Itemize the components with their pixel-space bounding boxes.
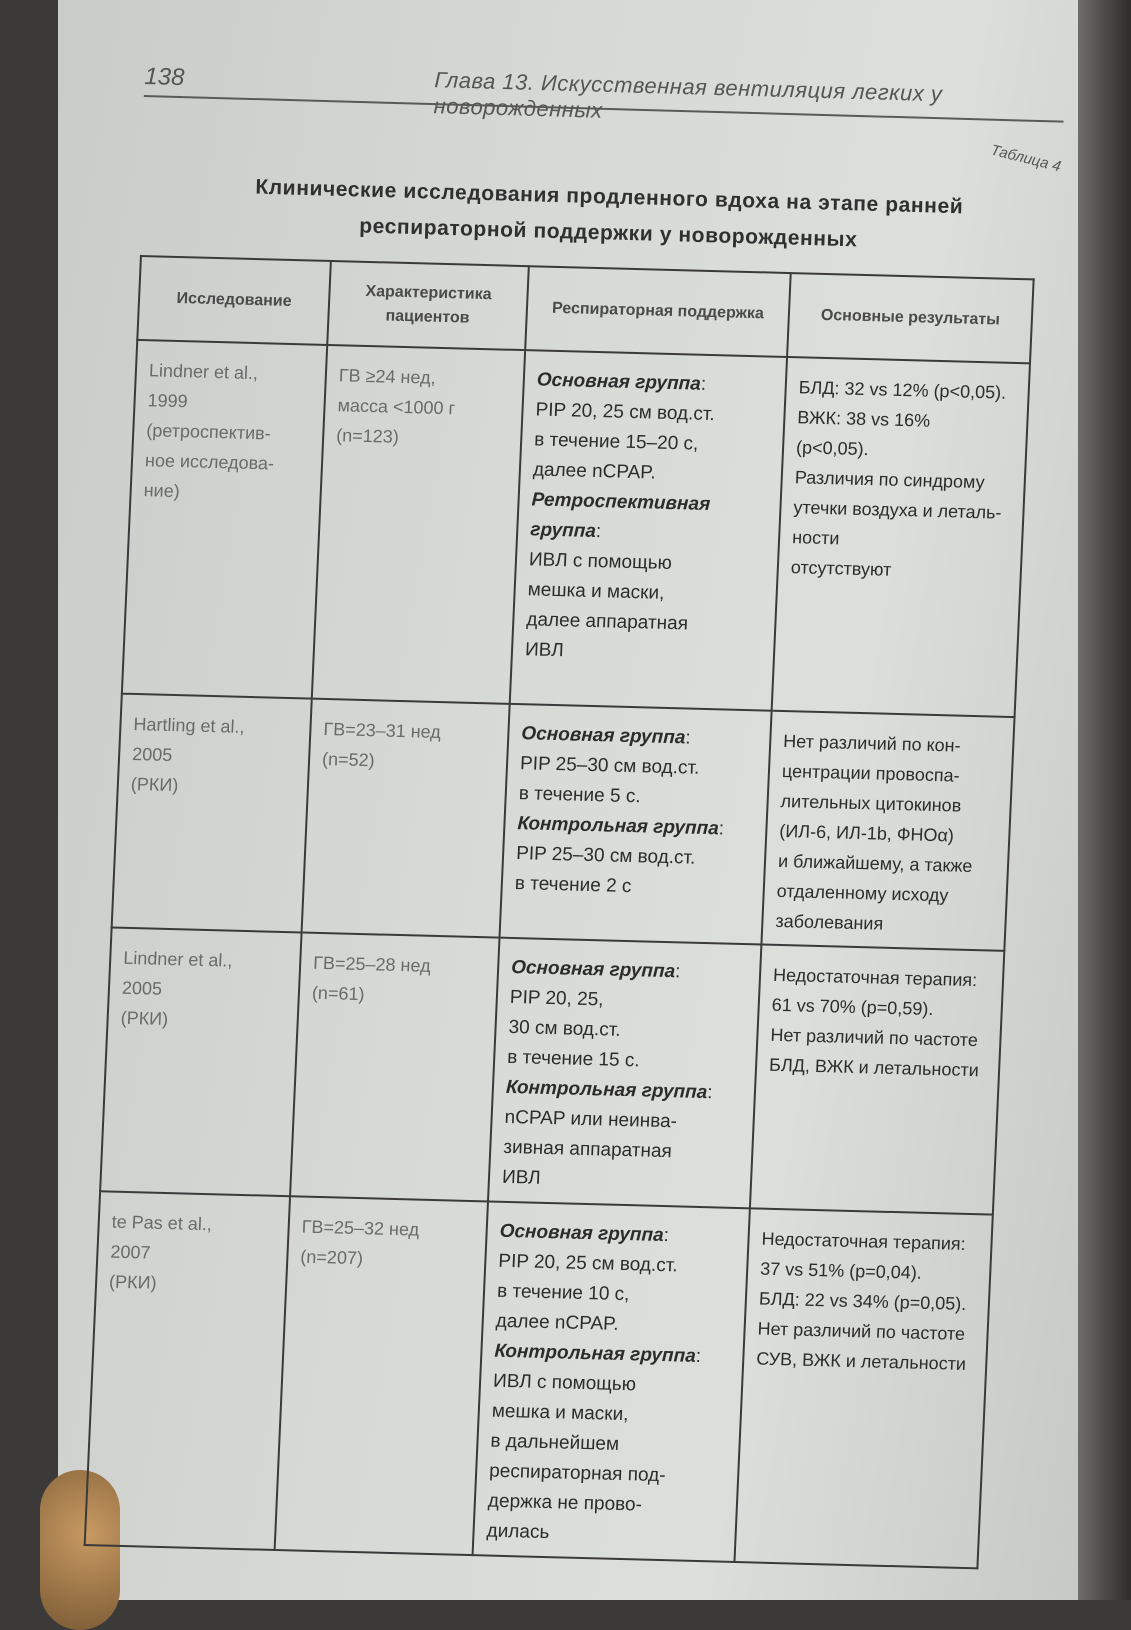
results-cell-line: Недостаточная терапия: <box>761 1228 967 1254</box>
study-cell-line: te Pas et al., <box>111 1211 213 1235</box>
patients-cell-line: ГВ=23–31 нед <box>323 718 442 743</box>
support-group-name: Основная группа <box>520 723 686 749</box>
results-cell-line: (ИЛ-6, ИЛ-1b, ФНОα) <box>778 820 955 846</box>
results-cell-line: отдаленному исходу <box>776 880 949 906</box>
results-cell <box>734 1208 992 1568</box>
support-line: ИВЛ <box>501 1166 542 1189</box>
support-line: в течение 10 с, <box>496 1280 630 1306</box>
support-line: в течение 5 с. <box>518 783 642 808</box>
support-group-name: Основная группа <box>536 369 702 395</box>
patients-cell-line: (n=52) <box>321 748 376 771</box>
support-line: PIP 20, 25 см вод.ст. <box>497 1250 679 1277</box>
support-line: 30 см вод.ст. <box>508 1016 622 1041</box>
results-cell-line: заболевания <box>775 910 884 934</box>
study-cell <box>85 1191 290 1550</box>
support-line: в течение 2 с <box>514 873 632 898</box>
results-cell-line: БЛД: 22 vs 34% (p=0,05). <box>758 1288 967 1314</box>
support-line: в течение 15–20 с, <box>533 429 699 455</box>
support-group-heading: Основная группа: <box>536 369 707 395</box>
header-study: Исследование <box>137 256 331 345</box>
support-line: мешка и маски, <box>527 579 665 604</box>
study-cell <box>112 694 312 933</box>
support-line: ИВЛ с помощью <box>492 1370 637 1396</box>
patients-cell-line: (n=61) <box>311 982 365 1005</box>
patients-cell-line: ГВ=25–32 нед <box>301 1216 420 1240</box>
results-cell <box>772 357 1030 717</box>
patients-cell-line: (n=123) <box>335 425 400 447</box>
header-results: Основные результаты <box>787 273 1034 363</box>
support-line: ИВЛ с помощью <box>528 549 673 575</box>
support-cell <box>510 350 787 711</box>
support-line: PIP 25–30 см вод.ст. <box>515 843 696 869</box>
support-group-heading: Контрольная группа: <box>494 1340 702 1368</box>
support-line: в дальнейшем <box>490 1430 620 1455</box>
patients-cell <box>302 699 510 938</box>
results-cell <box>761 711 1014 951</box>
patients-cell <box>290 932 499 1201</box>
results-cell-line: Нет различий по частоте <box>770 1024 979 1051</box>
support-cell <box>473 1201 750 1562</box>
results-cell-line: СУВ, ВЖК и летальности <box>755 1348 967 1374</box>
results-cell-line: отсутствуют <box>790 557 892 580</box>
support-cell <box>488 938 761 1209</box>
patients-cell-line: ГВ=25–28 нед <box>312 952 432 976</box>
support-group-heading: Контрольная группа: <box>517 813 725 840</box>
study-cell-line: Lindner et al., <box>148 360 259 384</box>
study-cell-line: ное исследова- <box>144 450 275 474</box>
results-cell-line: БЛД, ВЖК и летальности <box>768 1054 980 1081</box>
support-group-heading: Контрольная группа: <box>505 1076 714 1104</box>
support-group-heading: Основная группа: <box>499 1220 670 1247</box>
table-row <box>112 694 1015 951</box>
support-line: зивная аппаратная <box>502 1136 673 1163</box>
support-cell <box>500 704 772 945</box>
study-cell-line: 2005 <box>121 977 163 999</box>
results-cell-line: лительных цитокинов <box>780 790 962 816</box>
support-group-name: Контрольная группа <box>505 1076 708 1104</box>
patients-cell <box>275 1196 488 1555</box>
table-title-line-2: респираторной поддержки у новорожденных <box>358 214 858 252</box>
results-cell-line: Нет различий по кон- <box>782 731 962 756</box>
support-group-name: Контрольная группа <box>517 813 720 840</box>
studies-table <box>84 255 1035 1569</box>
results-cell-line: Недостаточная терапия: <box>772 964 978 991</box>
study-cell-line: 2007 <box>110 1241 151 1263</box>
table-label: Таблица 4 <box>989 141 1063 176</box>
table-row <box>100 927 1004 1214</box>
study-cell-line: (ретроспектив- <box>145 420 272 444</box>
patients-cell-line: масса <1000 г <box>337 395 456 419</box>
study-cell-line: 1999 <box>147 390 189 412</box>
results-cell-line: ВЖК: 38 vs 16% <box>797 407 931 431</box>
page-number: 138 <box>144 62 185 92</box>
support-group-heading: Основная группа: <box>510 956 681 983</box>
results-cell-line: Нет различий по частоте <box>757 1318 966 1344</box>
results-cell-line: БЛД: 32 vs 12% (p<0,05). <box>798 377 1007 403</box>
table-title-line-1: Клинические исследования продленного вдоха на этапе ранней <box>255 175 964 219</box>
support-group-name: Контрольная группа <box>494 1340 697 1367</box>
study-cell-line: ние) <box>143 480 181 502</box>
study-cell-line: 2005 <box>131 743 173 766</box>
support-line: далее nCPAP. <box>532 459 657 484</box>
support-group-name: Ретроспективная группа <box>529 489 711 543</box>
support-line: PIP 25–30 см вод.ст. <box>519 753 700 779</box>
support-group-heading: Ретроспективная группа: <box>529 489 711 543</box>
support-line: далее аппаратная <box>525 609 689 635</box>
study-cell-line: (РКИ) <box>108 1271 158 1293</box>
results-cell-line: утечки воздуха и леталь- <box>793 497 1002 523</box>
support-line: ИВЛ <box>524 639 565 662</box>
patients-cell-line: (n=207) <box>299 1246 364 1269</box>
results-cell-line: Различия по синдрому <box>794 467 986 493</box>
support-group-name: Основная группа <box>499 1220 665 1247</box>
study-cell-line: (РКИ) <box>120 1007 169 1029</box>
results-cell-line: ности <box>791 527 840 549</box>
studies-table-wrapper <box>84 255 1033 1569</box>
results-cell-line: центрации провоспа- <box>781 760 961 786</box>
table-row <box>122 340 1030 717</box>
study-cell-line: (РКИ) <box>130 773 179 796</box>
support-group-heading: Основная группа: <box>520 723 692 749</box>
header-patients: Характеристика пациентов <box>327 261 529 350</box>
support-group-name: Основная группа <box>510 956 676 983</box>
page-edge-shadow <box>1078 0 1131 1600</box>
support-line: далее nCPAP. <box>495 1310 620 1335</box>
results-cell-line: 61 vs 70% (p=0,59). <box>771 994 934 1020</box>
study-cell <box>100 927 301 1196</box>
results-cell-line: и ближайшему, а также <box>777 850 973 876</box>
support-line: респираторная под- <box>488 1460 666 1487</box>
header-support: Респираторная поддержка <box>525 266 791 357</box>
support-line: держка не прово- <box>487 1490 643 1516</box>
study-cell <box>122 340 327 699</box>
table-body <box>85 340 1030 1568</box>
patients-cell-line: ГВ ≥24 нед, <box>338 365 437 388</box>
patients-cell <box>312 345 525 704</box>
table-row <box>85 1191 993 1568</box>
support-line: дилась <box>486 1520 550 1544</box>
support-line: мешка и маски, <box>491 1400 629 1426</box>
results-cell <box>750 945 1004 1215</box>
results-cell-line: 37 vs 51% (p=0,04). <box>759 1258 923 1283</box>
chapter-title: Глава 13. Искусственная вентиляция легких у новорожденных <box>433 67 943 123</box>
study-cell-line: Hartling et al., <box>133 713 245 737</box>
results-cell-line: (p<0,05). <box>795 437 870 460</box>
support-line: в течение 15 с. <box>506 1046 641 1072</box>
support-line: PIP 20, 25 см вод.ст. <box>535 399 716 426</box>
support-line: PIP 20, 25, <box>509 986 605 1011</box>
study-cell-line: Lindner et al., <box>122 947 233 971</box>
support-line: nCPAP или неинва- <box>504 1106 678 1133</box>
